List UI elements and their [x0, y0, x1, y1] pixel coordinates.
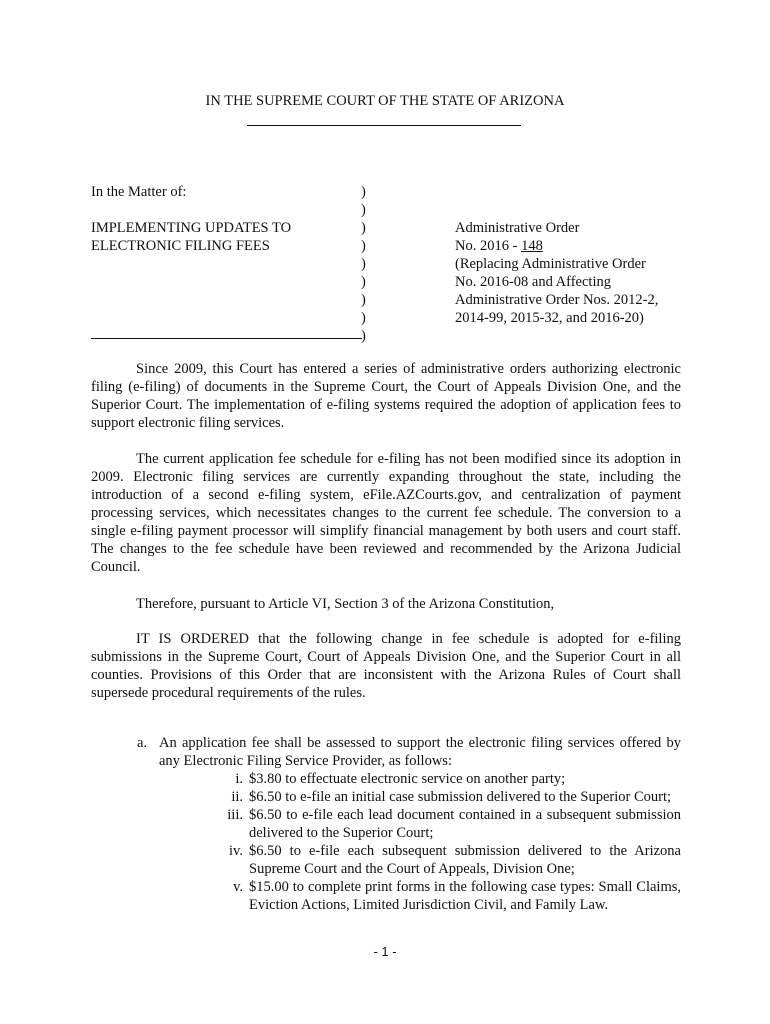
order-line-5: Administrative Order Nos. 2012-2,	[455, 292, 659, 308]
sub-item-numeral: iii.	[227, 807, 243, 823]
sub-item-text: $15.00 to complete print forms in the following case types: Small Claims, Eviction Actions, Limited Jurisdiction Civil, and Family Law.	[249, 879, 681, 913]
court-title: IN THE SUPREME COURT OF THE STATE OF ARIZONA	[205, 93, 565, 109]
sub-item	[233, 878, 681, 914]
order-line-3: (Replacing Administrative Order	[455, 256, 646, 272]
paragraph-4: IT IS ORDERED that the following change in fee schedule is adopted for e-filing submissions in the Supreme Court, Court of Appeals Division One, and the Superior Court in all counties. Provisions of this Order that are inconsistent with the Arizona Rules of Court shall supersede procedural requirements of the rules.	[91, 631, 681, 701]
caption-paren: )	[361, 220, 366, 236]
sub-item	[231, 788, 681, 806]
caption-paren: )	[361, 292, 366, 308]
caption-paren: )	[361, 328, 366, 344]
caption-paren: )	[361, 274, 366, 290]
list-item-a	[137, 734, 681, 770]
sub-item-numeral: iv.	[229, 843, 243, 859]
order-line-4: No. 2016-08 and Affecting	[455, 274, 611, 290]
sub-item-numeral: ii.	[231, 789, 243, 805]
paragraph-1: Since 2009, this Court has entered a series of administrative orders authorizing electronic filing (e-filing) of documents in the Supreme Court, the Court of Appeals Division One, and the Superior Court. The implementation of e-filing systems required the adoption of application fees to support electronic filing services.	[91, 361, 681, 431]
sub-item-text: $6.50 to e-file each lead document contained in a subsequent submission delivered to the Superior Court;	[249, 807, 681, 841]
list-marker-a: a.	[137, 735, 148, 751]
caption-paren: )	[361, 202, 366, 218]
subject-line-2: ELECTRONIC FILING FEES	[91, 238, 270, 254]
caption-paren: )	[361, 238, 366, 254]
sub-item-numeral: i.	[235, 771, 243, 787]
paragraph-3: Therefore, pursuant to Article VI, Section 3 of the Arizona Constitution,	[136, 596, 555, 612]
caption-paren: )	[361, 310, 366, 326]
sub-item-text: $6.50 to e-file each subsequent submission delivered to the Arizona Supreme Court and the Court of Appeals, Division One;	[249, 843, 681, 877]
sub-item	[229, 842, 681, 878]
caption-underline	[91, 338, 362, 339]
caption-paren: )	[361, 184, 366, 200]
sub-item-text: $3.80 to effectuate electronic service on another party;	[249, 771, 566, 787]
sub-item-numeral: v.	[233, 879, 243, 895]
order-number-prefix: No. 2016 -	[455, 238, 522, 254]
sub-item	[227, 806, 681, 842]
paragraph-2: The current application fee schedule for e-filing has not been modified since its adoption in 2009. Electronic filing services are currently expanding throughout the state, including the introduction of a second e-filing system, eFile.AZCourts.gov, and centralization of payment processing services, which necessitates changes to the current fee schedule. The conversion to a single e-filing payment processor will simplify financial management by both users and court staff. The changes to the fee schedule have been reviewed and recommended by the Arizona Judicial Council.	[91, 451, 681, 575]
order-number: 148	[521, 238, 543, 254]
caption-paren: )	[361, 256, 366, 272]
matter-label: In the Matter of:	[91, 184, 187, 200]
list-item-a-text: An application fee shall be assessed to support the electronic filing services offered by any Electronic Filing Service Provider, as follows:	[159, 735, 681, 769]
order-line-6: 2014-99, 2015-32, and 2016-20)	[455, 310, 644, 326]
order-number-line	[455, 237, 658, 255]
caption-parentheses	[361, 183, 366, 345]
order-number-block	[455, 219, 658, 327]
order-line-1: Administrative Order	[455, 220, 580, 236]
sub-item-text: $6.50 to e-file an initial case submission delivered to the Superior Court;	[249, 789, 672, 805]
page-number: - 1 -	[373, 944, 397, 959]
subject-line-1: IMPLEMENTING UPDATES TO	[91, 220, 292, 236]
fee-list	[137, 734, 681, 914]
sub-item	[235, 770, 681, 788]
title-underline	[247, 125, 521, 126]
